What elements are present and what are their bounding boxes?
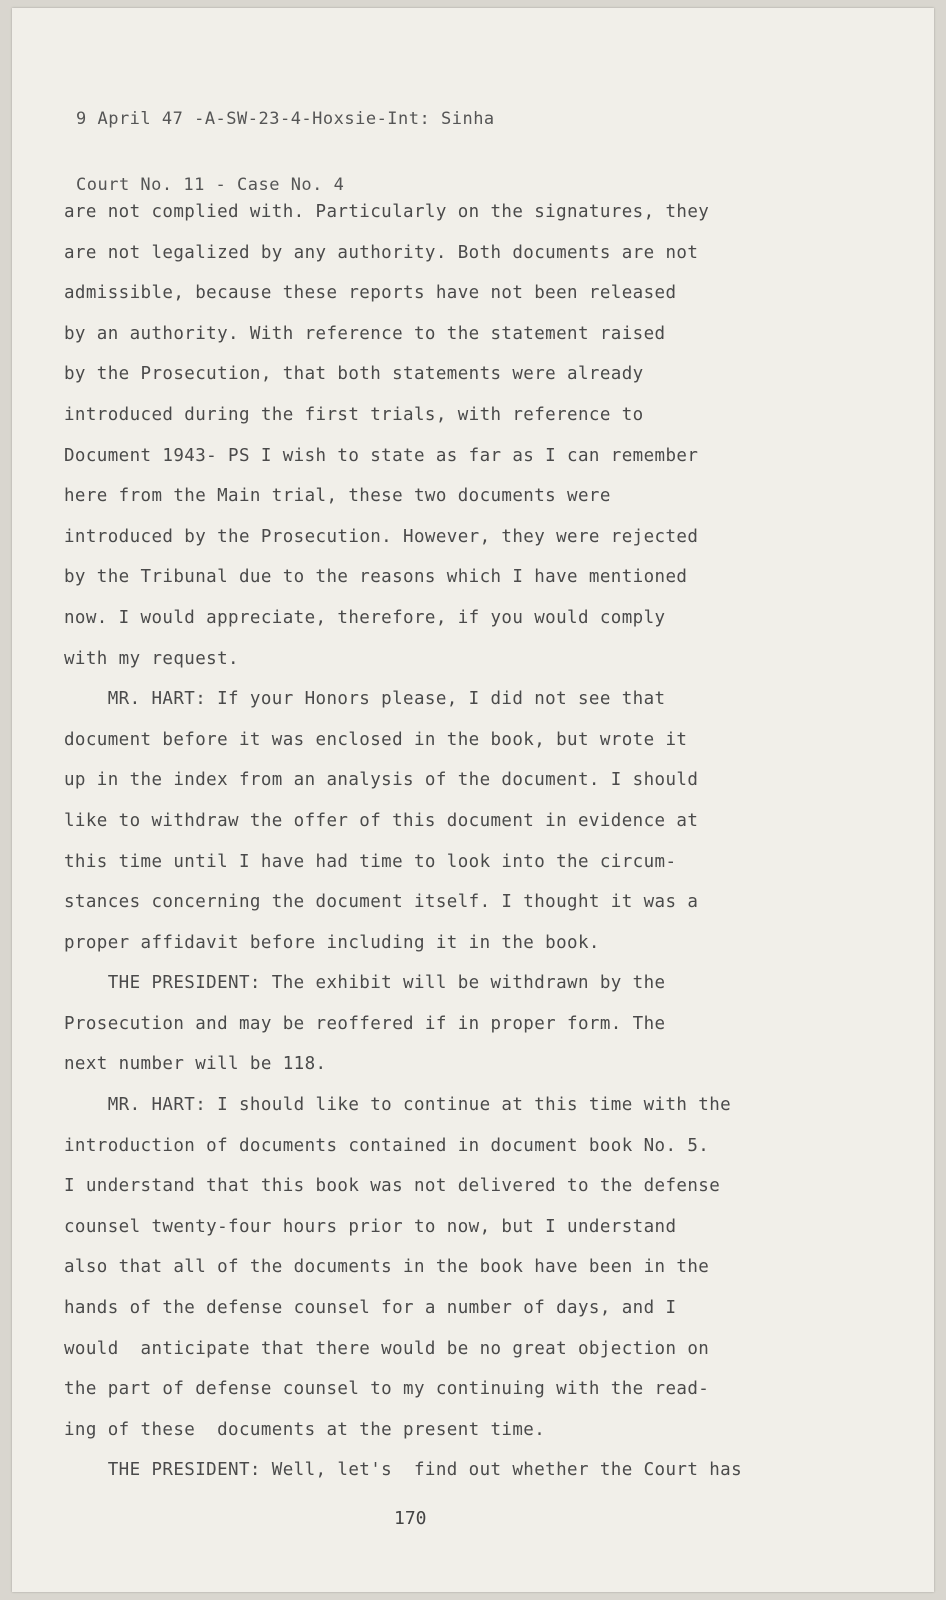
text-line: would anticipate that there would be no great objection on: [64, 1338, 710, 1359]
text-line: counsel twenty-four hours prior to now, but I understand: [64, 1216, 677, 1237]
text-line: Prosecution and may be reoffered if in proper form. The: [64, 1013, 666, 1034]
text-line: are not legalized by any authority. Both documents are not: [64, 242, 699, 263]
paragraph: [64, 1085, 824, 1450]
text-line: admissible, because these reports have not been released: [64, 283, 677, 304]
page-number: 170: [394, 1508, 427, 1529]
text-line: MR. HART: If your Honors please, I did not see that: [64, 689, 666, 710]
paragraph: [64, 963, 824, 1085]
text-line: introduced during the first trials, with reference to: [64, 404, 644, 425]
text-line: like to withdraw the offer of this document in evidence at: [64, 810, 699, 831]
text-line: the part of defense counsel to my continuing with the read-: [64, 1379, 710, 1400]
transcript-body: [64, 192, 824, 1491]
text-line: by an authority. With reference to the statement raised: [64, 323, 666, 344]
text-line: by the Prosecution, that both statements were already: [64, 364, 644, 385]
text-line: hands of the defense counsel for a number of days, and I: [64, 1298, 677, 1319]
text-line: MR. HART: I should like to continue at this time with the: [64, 1095, 732, 1116]
text-line: proper affidavit before including it in the book.: [64, 932, 600, 953]
text-line: ing of these documents at the present time.: [64, 1419, 546, 1440]
paragraph: [64, 1450, 824, 1491]
paragraph: [64, 679, 824, 963]
text-line: this time until I have had time to look into the circum-: [64, 851, 677, 872]
text-line: by the Tribunal due to the reasons which I have mentioned: [64, 567, 688, 588]
text-line: here from the Main trial, these two documents were: [64, 486, 611, 507]
document-page: [12, 8, 934, 1592]
text-line: Document 1943- PS I wish to state as far as I can remember: [64, 445, 699, 466]
text-line: are not complied with. Particularly on the signatures, they: [64, 202, 710, 222]
text-line: stances concerning the document itself. I thought it was a: [64, 892, 699, 913]
text-line: THE PRESIDENT: The exhibit will be withdrawn by the: [64, 973, 666, 994]
text-line: next number will be 118.: [64, 1054, 327, 1075]
text-line: introduction of documents contained in document book No. 5.: [64, 1135, 710, 1156]
header-line-1: 9 April 47 -A-SW-23-4-Hoxsie-Int: Sinha: [76, 109, 495, 129]
text-line: THE PRESIDENT: Well, let's find out whether the Court has: [64, 1460, 743, 1481]
text-line: introduced by the Prosecution. However, they were rejected: [64, 526, 699, 547]
text-line: also that all of the documents in the book have been in the: [64, 1257, 710, 1278]
text-line: now. I would appreciate, therefore, if you would comply: [64, 607, 666, 628]
paragraph: [64, 192, 824, 679]
text-line: I understand that this book was not delivered to the defense: [64, 1176, 721, 1197]
text-line: with my request.: [64, 648, 239, 669]
header-line-2: Court No. 11 - Case No. 4: [76, 175, 345, 195]
text-line: up in the index from an analysis of the document. I should: [64, 770, 699, 791]
text-line: document before it was enclosed in the book, but wrote it: [64, 729, 688, 750]
